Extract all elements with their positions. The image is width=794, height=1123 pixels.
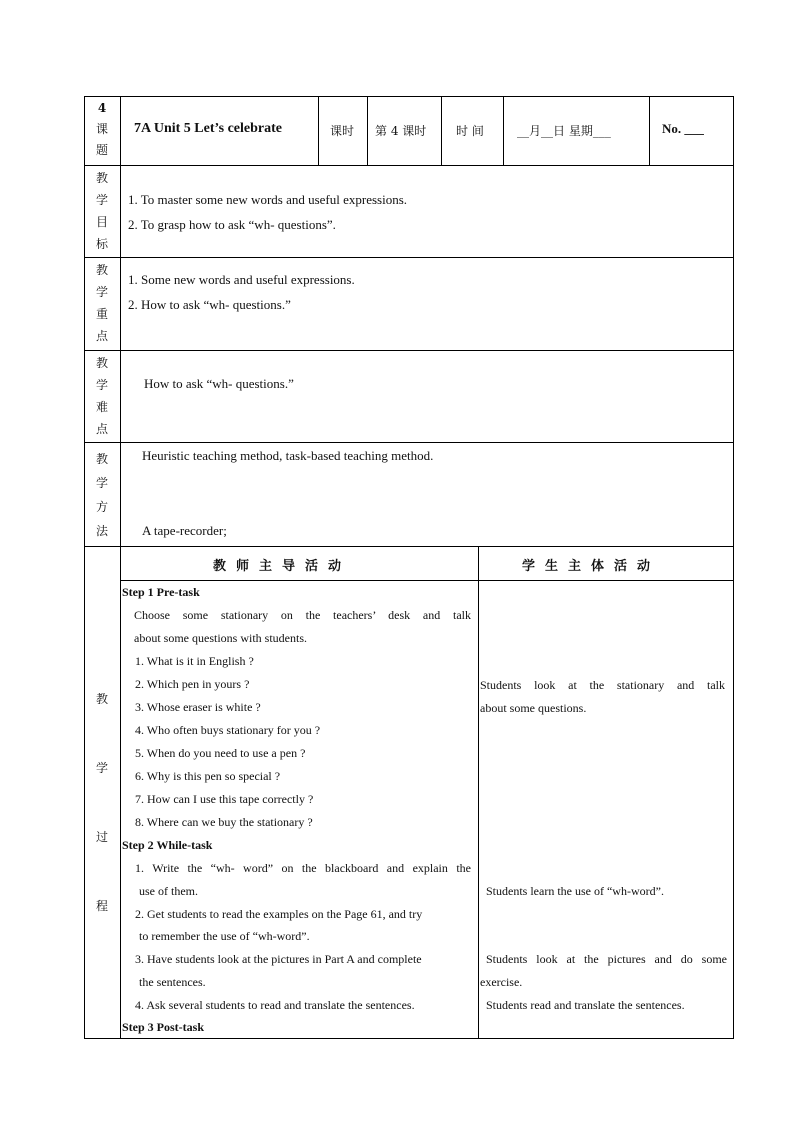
methods-text: Heuristic teaching method, task-based teaching method.	[142, 448, 434, 463]
step2-student-activity: Students look at the pictures and do some	[486, 952, 727, 966]
step1-intro: Choose some stationary on the teachers’ desk and talk	[134, 608, 471, 622]
student-activity-header: 学生主体活动	[522, 559, 661, 574]
step3-title: Step 3 Post-task	[122, 1020, 205, 1034]
step1-question: 6. Why is this pen so special ?	[135, 769, 281, 783]
difficulties-label: 教 学 难 点	[95, 356, 108, 436]
process-label: 教 学 过 程	[95, 692, 108, 913]
step2-item: the sentences.	[139, 975, 206, 989]
step2-item: to remember the use of “wh-word”.	[139, 929, 310, 943]
objectives-label: 教 学 目 标	[95, 171, 108, 251]
step2-student-activity: Students learn the use of “wh-word”.	[486, 884, 664, 898]
lesson-title: 7A Unit 5 Let’s celebrate	[134, 121, 282, 136]
key-point-item: 1. Some new words and useful expressions.	[128, 272, 355, 287]
step1-question: 5. When do you need to use a pen ?	[135, 746, 306, 760]
key-points-label: 教 学 重 点	[95, 263, 108, 343]
objective-item: 1. To master some new words and useful expressions.	[128, 192, 408, 207]
step2-item: 1. Write the “wh- word” on the blackboard and explain the	[135, 861, 471, 875]
step1-question: 8. Where can we buy the stationary ?	[135, 815, 313, 829]
step1-student-activity: Students look at the stationary and talk	[480, 678, 725, 692]
lesson-number: 4	[97, 101, 107, 115]
date-field: __月__日 星期___	[517, 124, 611, 138]
step2-item: 3. Have students look at the pictures in Part A and complete	[135, 952, 422, 966]
teacher-activity-header: 教师主导活动	[213, 559, 352, 574]
step1-question: 7. How can I use this tape correctly ?	[135, 792, 314, 806]
step1-question: 2. Which pen in yours ?	[135, 677, 250, 691]
step2-item: 2. Get students to read the examples on the Page 61, and try	[135, 907, 423, 921]
step2-title: Step 2 While-task	[122, 838, 213, 852]
step2-item: use of them.	[139, 884, 198, 898]
period-label: 课时	[330, 124, 355, 138]
step1-question: 4. Who often buys stationary for you ?	[135, 723, 321, 737]
teaching-aids: A tape-recorder;	[142, 523, 227, 538]
time-label: 时 间	[456, 124, 484, 138]
key-point-item: 2. How to ask “wh- questions.”	[128, 297, 291, 312]
step1-intro: about some questions with students.	[134, 631, 307, 645]
step2-student-activity: Students read and translate the sentences.	[486, 998, 685, 1012]
lesson-label: 4 课 题	[84, 98, 120, 161]
objective-item: 2. To grasp how to ask “wh- questions”.	[128, 217, 336, 232]
step1-title: Step 1 Pre-task	[122, 585, 200, 599]
period-value: 第 4 课时	[375, 124, 427, 138]
difficulty-text: How to ask “wh- questions.”	[144, 376, 294, 391]
step1-question: 1. What is it in English ?	[135, 654, 254, 668]
step2-item: 4. Ask several students to read and translate the sentences.	[135, 998, 415, 1012]
step1-student-activity: about some questions.	[480, 701, 587, 715]
number-field: No. ___	[662, 121, 704, 136]
step1-question: 3. Whose eraser is white ?	[135, 700, 261, 714]
step2-student-activity: exercise.	[480, 975, 523, 989]
methods-label: 教 学 方 法	[95, 452, 108, 538]
